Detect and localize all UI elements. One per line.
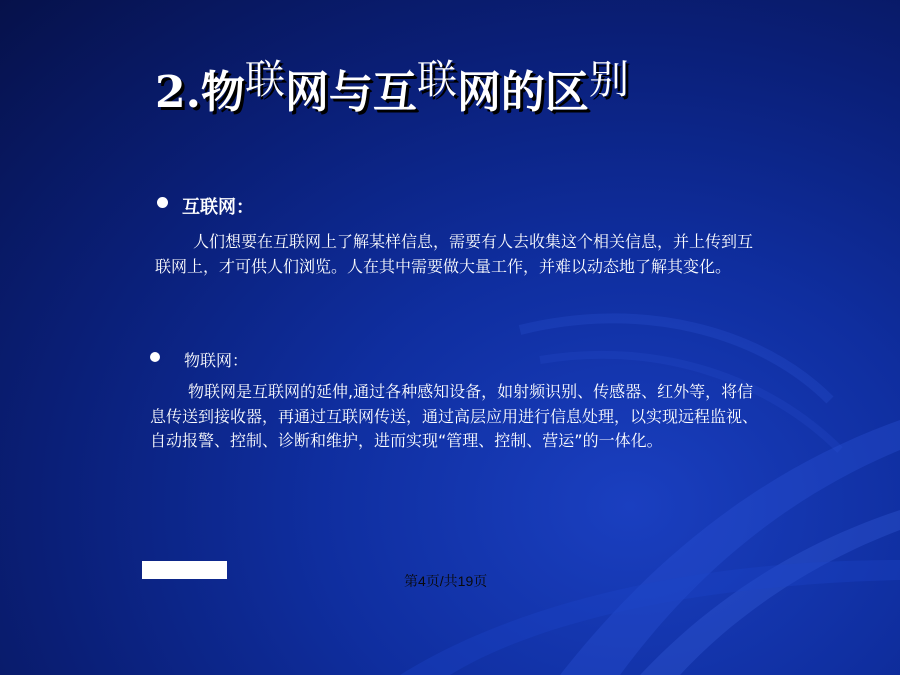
bullet-icon <box>150 352 160 362</box>
section-text: 人们想要在互联网上了解某样信息，需要有人去收集这个相关信息，并上传到互联网上，才可供人们浏览。人在其中需要做大量工作，并难以动态地了解其变化。 <box>155 232 754 276</box>
title-part: 2.物 <box>155 67 245 118</box>
footer-box <box>142 561 227 579</box>
title-part: 网的区 <box>456 67 589 118</box>
section-text-internet <box>155 230 755 279</box>
section-heading-internet: 互联网： <box>182 197 254 218</box>
title-part: 联 <box>244 57 285 103</box>
slide-title <box>155 48 775 128</box>
title-part: 别 <box>588 57 629 103</box>
section-heading-iot: 物联网： <box>184 351 249 370</box>
section-text: 物联网是互联网的延伸,通过各种感知设备，如射频识别、传感器、红外等，将信息传送到接收器，再通过互联网传送，通过高层应用进行信息处理，以实现远程监视、自动报警、控制、诊断和维护，进而实现“管理、控制、营运”的一体化。 <box>150 382 759 450</box>
title-part: 联 <box>416 57 457 103</box>
bullet-icon <box>157 197 168 208</box>
section-text-iot <box>150 380 765 454</box>
title-part: 网与互 <box>284 67 417 118</box>
page-number: 第4页/共19页 <box>404 573 488 589</box>
